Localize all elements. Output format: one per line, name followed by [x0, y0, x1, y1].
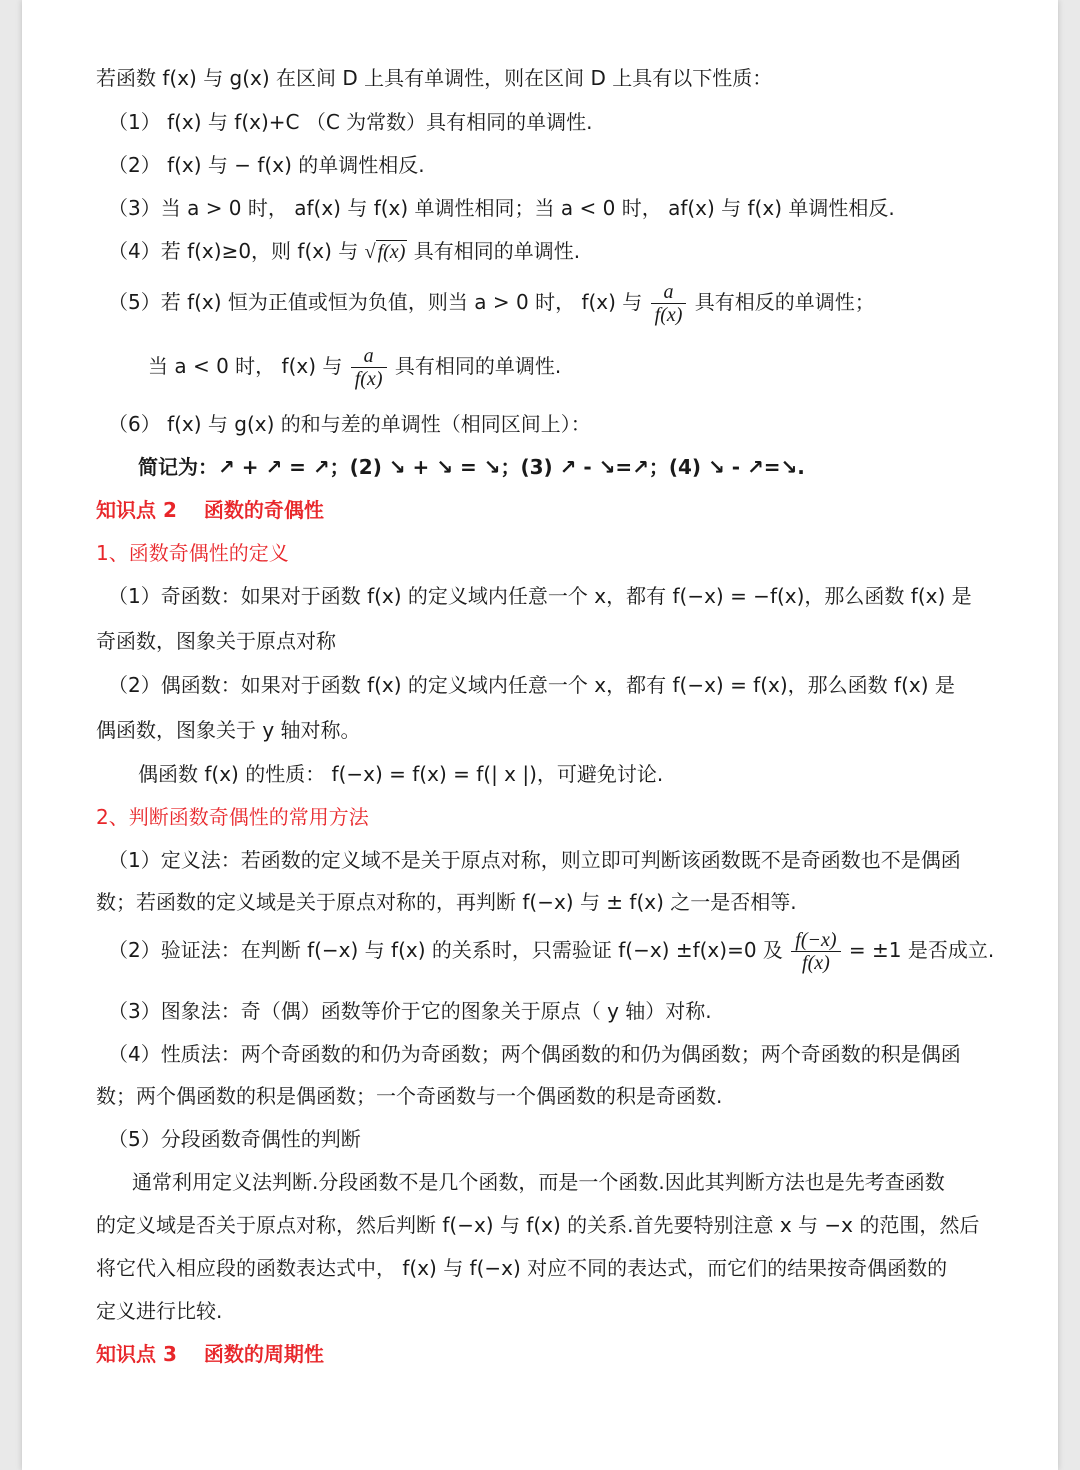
section-heading-parity: 知识点 2 函数的奇偶性	[96, 498, 324, 522]
property-4	[108, 236, 580, 266]
fraction-denominator: f(x)	[654, 304, 683, 326]
property-5-continued	[148, 344, 561, 394]
property-3: （3）当 a > 0 时， af(x) 与 f(x) 单调性相同；当 a < 0 时， af(x) 与 f(x) 单调性相反.	[108, 196, 895, 220]
method-definition: （1）定义法：若函数的定义域不是关于原点对称，则立即可判断该函数既不是奇函数也不是偶函	[108, 848, 961, 872]
method-verification-text-a: （2）验证法：在判断 f(−x) 与 f(x) 的关系时，只需验证 f(−x) ±f(x)=0 及	[108, 938, 783, 962]
property-4-text-b: 具有相同的单调性.	[407, 239, 581, 263]
shorthand-rules: 简记为：↗ + ↗ = ↗；(2) ↘ + ↘ = ↘；(3) ↗ - ↘=↗；(4) ↘ - ↗=↘.	[138, 455, 805, 479]
intro-line: 若函数 f(x) 与 g(x) 在区间 D 上具有单调性，则在区间 D 上具有以下性质：	[96, 66, 773, 90]
method-verification-text-b: = ±1 是否成立.	[848, 938, 995, 962]
piecewise-paragraph-1: 通常利用定义法判断.分段函数不是几个函数，而是一个函数.因此其判断方法也是先考查函数	[132, 1170, 945, 1194]
property-5-text-b: 具有相反的单调性；	[694, 290, 875, 314]
fraction-numerator: f(−x)	[791, 929, 840, 952]
fraction-a-over-fx-2	[351, 345, 387, 390]
method-verification	[108, 928, 994, 978]
method-definition-cont: 数；若函数的定义域是关于原点对称的，再判断 f(−x) 与 ± f(x) 之一是否相等.	[96, 890, 797, 914]
piecewise-paragraph-4: 定义进行比较.	[96, 1299, 223, 1323]
fraction-denominator: f(x)	[354, 368, 383, 390]
piecewise-paragraph-2: 的定义域是否关于原点对称，然后判断 f(−x) 与 f(x) 的关系.首先要特别注意 x 与 −x 的范围，然后	[96, 1213, 980, 1237]
odd-function-definition-cont: 奇函数，图象关于原点对称	[96, 629, 336, 653]
even-function-definition-cont: 偶函数，图象关于 y 轴对称。	[96, 718, 361, 742]
fraction-numerator: a	[351, 345, 387, 368]
property-5c-text-b: 具有相同的单调性.	[394, 354, 562, 378]
property-5	[108, 280, 875, 330]
document-page	[22, 0, 1058, 1470]
fraction-numerator: a	[651, 281, 687, 304]
sqrt-radicand: f(x)	[377, 241, 406, 263]
even-function-definition: （2）偶函数：如果对于函数 f(x) 的定义域内任意一个 x，都有 f(−x) = f(x)，那么函数 f(x) 是	[108, 673, 955, 697]
piecewise-paragraph-3: 将它代入相应段的函数表达式中， f(x) 与 f(−x) 对应不同的表达式，而它们的结果按奇偶函数的	[96, 1256, 948, 1280]
property-5-text-a: （5）若 f(x) 恒为正值或恒为负值，则当 a > 0 时， f(x) 与	[108, 290, 643, 314]
sqrt-expression: √ f(x)	[364, 241, 406, 263]
method-piecewise-title: （5）分段函数奇偶性的判断	[108, 1127, 361, 1151]
subheading-parity-methods: 2、判断函数奇偶性的常用方法	[96, 805, 369, 829]
section-heading-periodicity: 知识点 3 函数的周期性	[96, 1342, 324, 1366]
subheading-parity-definition: 1、函数奇偶性的定义	[96, 541, 289, 565]
odd-function-definition: （1）奇函数：如果对于函数 f(x) 的定义域内任意一个 x，都有 f(−x) = −f(x)，那么函数 f(x) 是	[108, 584, 972, 608]
property-6: （6） f(x) 与 g(x) 的和与差的单调性（相同区间上）：	[108, 412, 591, 436]
fraction-denominator: f(x)	[802, 952, 830, 974]
fraction-fnegx-over-fx	[791, 929, 840, 974]
method-property: （4）性质法：两个奇函数的和仍为奇函数；两个偶函数的和仍为偶函数；两个奇函数的积是偶函	[108, 1042, 961, 1066]
method-property-cont: 数；两个偶函数的积是偶函数；一个奇函数与一个偶函数的积是奇函数.	[96, 1084, 723, 1108]
property-1: （1） f(x) 与 f(x)+C （C 为常数）具有相同的单调性.	[108, 110, 593, 134]
fraction-a-over-fx	[651, 281, 687, 326]
even-function-property: 偶函数 f(x) 的性质： f(−x) = f(x) = f(| x |)，可避免讨论.	[138, 762, 664, 786]
property-5c-text-a: 当 a < 0 时， f(x) 与	[148, 354, 343, 378]
property-2: （2） f(x) 与 − f(x) 的单调性相反.	[108, 153, 425, 177]
method-graph: （3）图象法：奇（偶）函数等价于它的图象关于原点（ y 轴）对称.	[108, 999, 712, 1023]
property-4-text-a: （4）若 f(x)≥0，则 f(x) 与	[108, 239, 365, 263]
